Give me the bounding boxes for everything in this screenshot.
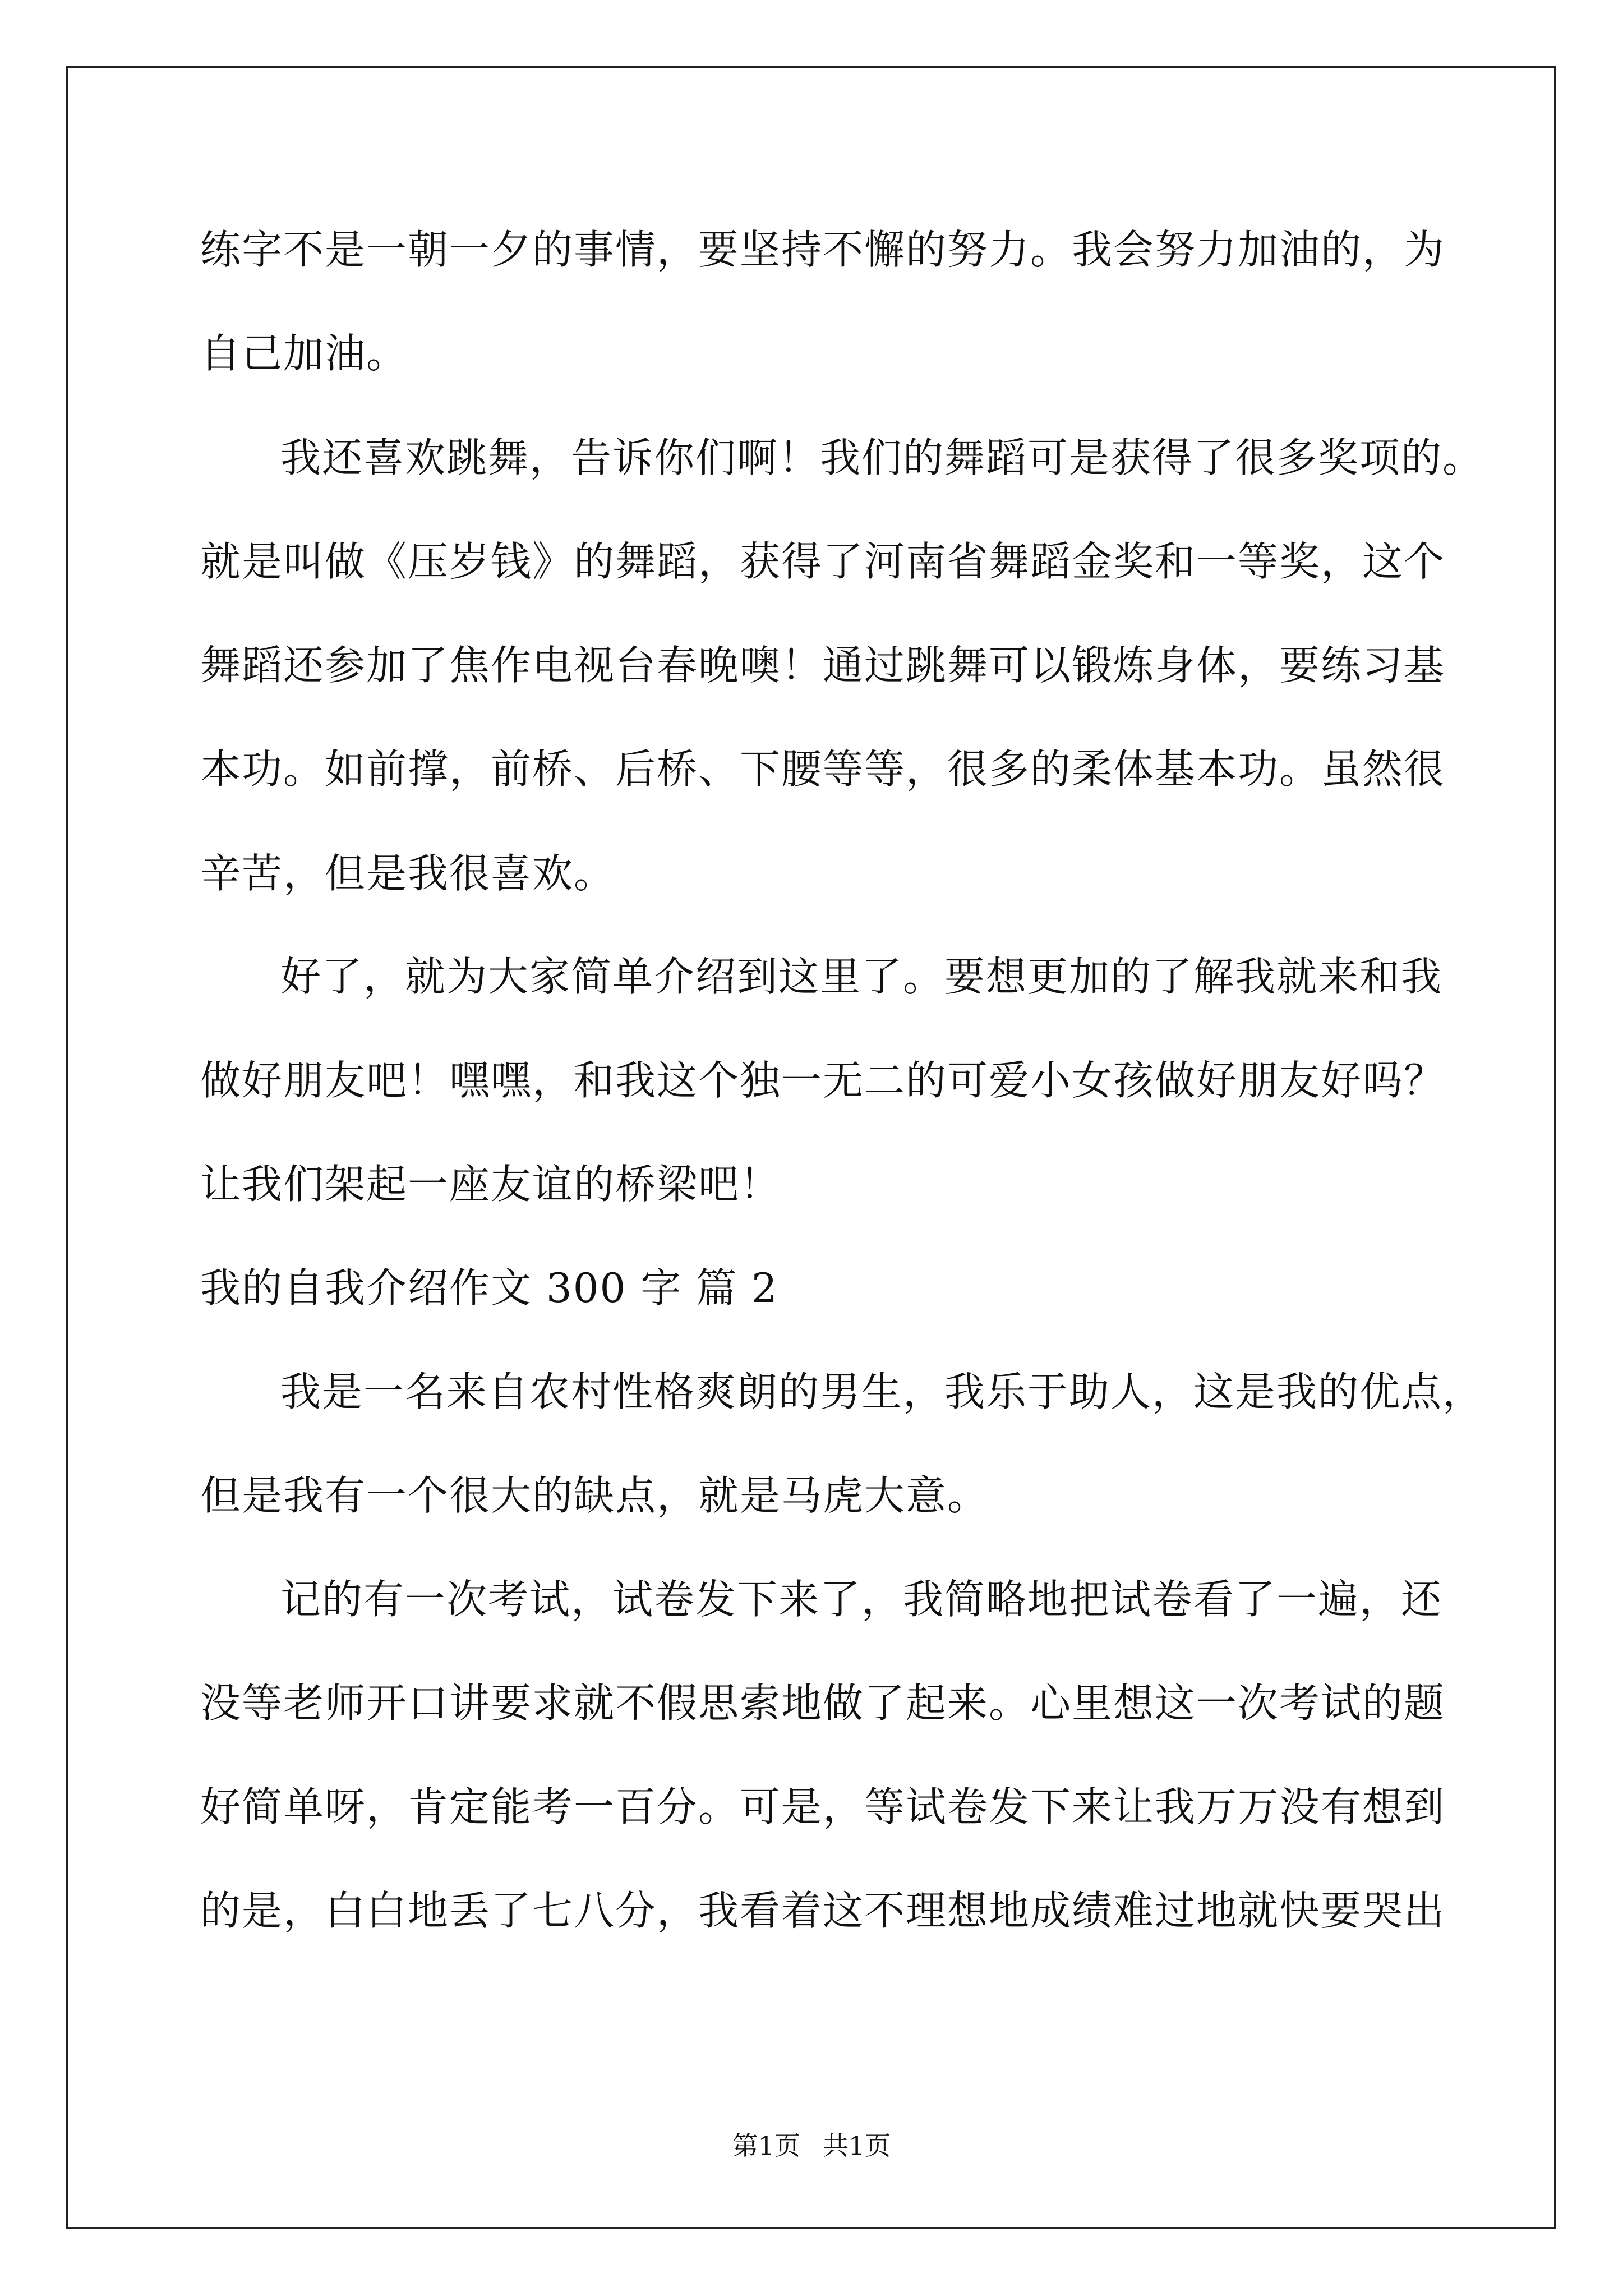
body-line-3: 我还喜欢跳舞，告诉你们啊！我们的舞蹈可是获得了很多奖项的。 [280,434,1484,481]
body-line-8: 好了，就为大家简单介绍到这里了。要想更加的了解我就来和我 [280,953,1443,1000]
body-line-2: 自己加油。 [200,330,408,377]
body-line-9: 做好朋友吧！嘿嘿，和我这个独一无二的可爱小女孩做好朋友好吗？ [200,1057,1446,1104]
body-line-15: 没等老师开口讲要求就不假思索地做了起来。心里想这一次考试的题 [200,1680,1446,1727]
body-line-12: 我是一名来自农村性格爽朗的男生，我乐于助人，这是我的优点， [280,1368,1484,1415]
body-line-5: 舞蹈还参加了焦作电视台春晚噢！通过跳舞可以锻炼身体，要练习基 [200,642,1446,689]
body-line-14: 记的有一次考试，试卷发下来了，我简略地把试卷看了一遍，还 [280,1576,1443,1623]
body-line-16: 好简单呀，肯定能考一百分。可是，等试卷发下来让我万万没有想到 [200,1783,1446,1830]
body-line-13: 但是我有一个很大的缺点，就是马虎大意。 [200,1472,989,1519]
page-total: 共1页 [823,2131,891,2161]
body-line-6: 本功。如前撑，前桥、后桥、下腰等等，很多的柔体基本功。虽然很 [200,746,1446,793]
body-line-1: 练字不是一朝一夕的事情，要坚持不懈的努力。我会努力加油的，为 [200,226,1446,273]
body-line-10: 让我们架起一座友谊的桥梁吧！ [200,1161,782,1208]
body-line-7: 辛苦，但是我很喜欢。 [200,850,616,897]
body-line-4: 就是叫做《压岁钱》的舞蹈，获得了河南省舞蹈金奖和一等奖，这个 [200,538,1446,585]
page-number: 第1页 [732,2131,800,2161]
page-footer [0,2129,1623,2162]
section-heading: 我的自我介绍作文 300 字 篇 2 [200,1264,778,1312]
body-line-17: 的是，白白地丢了七八分，我看着这不理想地成绩难过地就快要哭出 [200,1887,1446,1934]
